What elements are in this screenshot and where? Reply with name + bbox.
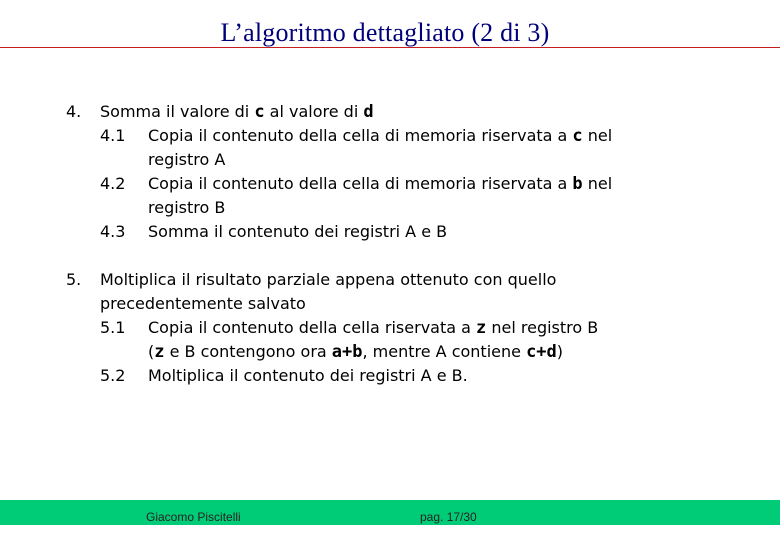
step-4 bbox=[66, 100, 746, 244]
substep-4-2 bbox=[100, 172, 746, 220]
variable: d bbox=[363, 102, 374, 122]
substep-number: 5.2 bbox=[100, 366, 126, 385]
substep-5-2 bbox=[100, 364, 746, 388]
substep-number: 4.1 bbox=[100, 126, 126, 145]
text-part: nel bbox=[582, 126, 613, 145]
substep-continuation bbox=[148, 340, 746, 364]
substep-4-3 bbox=[100, 220, 746, 244]
text-part: nel bbox=[582, 174, 613, 193]
substep-text bbox=[148, 172, 746, 196]
footer-bar bbox=[0, 500, 780, 525]
slide-body bbox=[66, 100, 746, 388]
substep-number: 4.2 bbox=[100, 174, 126, 193]
variable: c+d bbox=[526, 342, 557, 362]
substep-text bbox=[148, 316, 746, 340]
text-part: ( bbox=[148, 342, 155, 361]
text-part: al valore di bbox=[264, 102, 364, 121]
variable: a+b bbox=[331, 342, 363, 362]
spacer bbox=[66, 244, 746, 268]
text-part: ) bbox=[556, 342, 564, 361]
variable: z bbox=[476, 318, 487, 338]
substep-text: Somma il contenuto dei registri A e B bbox=[148, 222, 448, 241]
substep-4-1 bbox=[100, 124, 746, 172]
substep-number: 4.3 bbox=[100, 222, 126, 241]
step-number: 4. bbox=[66, 102, 82, 121]
text-part: nel registro B bbox=[486, 318, 599, 337]
text-part: Somma il valore di bbox=[100, 102, 255, 121]
step-text bbox=[100, 100, 746, 124]
title-divider bbox=[0, 47, 780, 48]
variable: b bbox=[572, 174, 583, 194]
step-text: Moltiplica il risultato parziale appena ottenuto con quello bbox=[100, 270, 557, 289]
step-5 bbox=[66, 268, 746, 388]
substep-5-1 bbox=[100, 316, 746, 364]
variable: c bbox=[572, 126, 583, 146]
step-number: 5. bbox=[66, 270, 82, 289]
substep-text bbox=[148, 124, 746, 148]
substep-text: Moltiplica il contenuto dei registri A e B. bbox=[148, 366, 468, 385]
text-part: , mentre A contiene bbox=[362, 342, 527, 361]
text-part: Copia il contenuto della cella riservata a bbox=[148, 318, 477, 337]
text-part: Copia il contenuto della cella di memoria riservata a bbox=[148, 126, 573, 145]
variable: z bbox=[154, 342, 165, 362]
footer-author: Giacomo Piscitelli bbox=[146, 510, 241, 524]
slide-title: L’algoritmo dettagliato (2 di 3) bbox=[220, 18, 550, 47]
substep-continuation: registro B bbox=[148, 198, 226, 217]
step-text-continuation: precedentemente salvato bbox=[100, 294, 306, 313]
variable: c bbox=[254, 102, 265, 122]
footer-page-number: pag. 17/30 bbox=[420, 510, 477, 524]
substep-number: 5.1 bbox=[100, 318, 126, 337]
substep-continuation: registro A bbox=[148, 150, 226, 169]
text-part: e B contengono ora bbox=[164, 342, 332, 361]
text-part: Copia il contenuto della cella di memoria riservata a bbox=[148, 174, 573, 193]
